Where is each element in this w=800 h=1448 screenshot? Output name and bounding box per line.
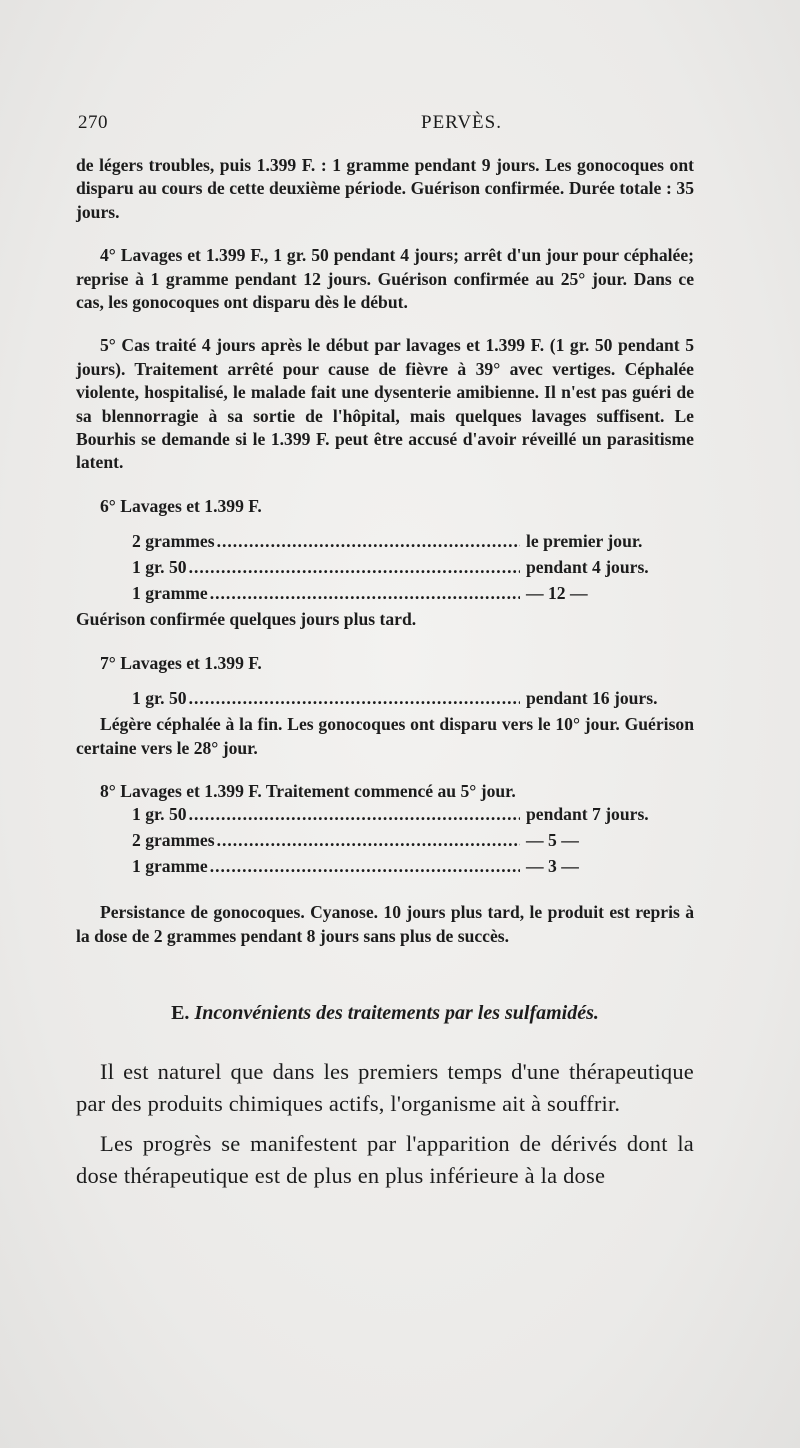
case-8-title: 8° Lavages et 1.399 F. Traitement commencé au 5° jour.	[100, 780, 516, 801]
section-title: Inconvénients des traitements par les sulfamidés.	[194, 1002, 599, 1025]
dose-row	[76, 582, 694, 608]
dose-duration: pendant 4 jours.	[526, 557, 649, 578]
case-7-title: 7° Lavages et 1.399 F.	[100, 652, 262, 673]
dose-row	[76, 829, 694, 855]
body-paragraph: Il est naturel que dans les premiers temps d'une thérapeutique par des produits chimiques actifs, l'organisme ait à souffrir.	[76, 1058, 694, 1116]
leader-dots	[189, 803, 520, 826]
dose-row	[76, 556, 694, 582]
section-heading	[76, 1002, 694, 1025]
dose-row	[76, 803, 694, 829]
dose-duration: le premier jour.	[526, 531, 643, 552]
case-4-paragraph: 4° Lavages et 1.399 F., 1 gr. 50 pendant 4 jours; arrêt d'un jour pour céphalée; reprise à 1 gramme pendant 12 jours. Guérison confirmée au 25° jour. Dans ce cas, les gonocoques ont disparu dès le début.	[76, 245, 694, 313]
dose-row	[76, 855, 694, 881]
page-content	[76, 154, 694, 1192]
running-title: PERVÈS.	[421, 112, 502, 133]
leader-dots	[217, 530, 520, 553]
leader-dots	[210, 582, 520, 605]
page-number: 270	[78, 112, 108, 133]
dose-amount: 1 gr. 50	[132, 688, 187, 709]
dose-amount: 1 gramme	[132, 856, 208, 877]
dose-duration: pendant 16 jours.	[526, 688, 658, 709]
dose-duration: — 3 —	[526, 856, 579, 877]
case-6-dose-list	[76, 530, 694, 608]
case-8-dose-list	[76, 803, 694, 881]
dose-duration: — 12 —	[526, 583, 588, 604]
case-7-dose-list	[76, 687, 694, 713]
dose-amount: 1 gr. 50	[132, 804, 187, 825]
case-5-paragraph: 5° Cas traité 4 jours après le début par lavages et 1.399 F. (1 gr. 50 pendant 5 jours). Traitement arrêté pour cause de fièvre à 39° avec vertiges. Céphalée violente, hospitalisé, le malade fait une dysenterie amibienne. Il n'est pas guéri de sa blennorragie à sa sortie de l'hôpital, mais quelques lavages suffisent. Le Bourhis se demande si le 1.399 F. peut être accusé d'avoir réveillé un parasitisme latent.	[76, 335, 694, 473]
dose-amount: 2 grammes	[132, 830, 215, 851]
dose-amount: 2 grammes	[132, 531, 215, 552]
leader-dots	[210, 855, 520, 878]
leader-dots	[217, 829, 520, 852]
case-8-conclusion: Persistance de gonocoques. Cyanose. 10 jours plus tard, le produit est repris à la dose de 2 grammes pendant 8 jours sans plus de succès.	[76, 902, 694, 946]
dose-row	[76, 530, 694, 556]
dose-duration: — 5 —	[526, 830, 579, 851]
body-paragraph: Les progrès se manifestent par l'apparition de dérivés dont la dose thérapeutique est de plus en plus inférieure à la dose	[76, 1130, 694, 1188]
dose-row	[76, 687, 694, 713]
dose-amount: 1 gramme	[132, 583, 208, 604]
leader-dots	[189, 687, 520, 710]
paragraph-continuation: de légers troubles, puis 1.399 F. : 1 gramme pendant 9 jours. Les gonocoques ont disparu au cours de cette deuxième période. Guérison confirmée. Durée totale : 35 jours.	[76, 155, 694, 222]
case-6-title: 6° Lavages et 1.399 F.	[100, 495, 262, 516]
dose-duration: pendant 7 jours.	[526, 804, 649, 825]
section-letter: E.	[171, 1002, 190, 1025]
leader-dots	[189, 556, 520, 579]
case-7-conclusion: Légère céphalée à la fin. Les gonocoques ont disparu vers le 10° jour. Guérison certaine vers le 28° jour.	[76, 714, 694, 758]
dose-amount: 1 gr. 50	[132, 557, 187, 578]
case-6-conclusion: Guérison confirmée quelques jours plus tard.	[76, 609, 417, 630]
